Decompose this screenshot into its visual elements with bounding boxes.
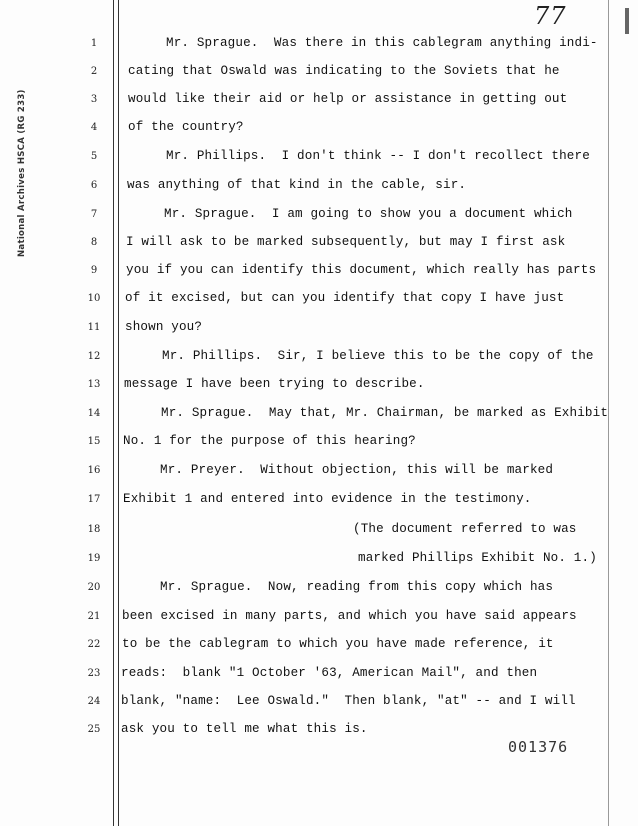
transcript-line: you if you can identify this document, which really has parts: [126, 263, 597, 277]
line-number: 25: [87, 724, 101, 735]
transcript-line: marked Phillips Exhibit No. 1.): [358, 551, 597, 565]
transcript-line: to be the cablegram to which you have made reference, it: [122, 637, 554, 651]
transcript-line: Exhibit 1 and entered into evidence in the testimony.: [123, 492, 532, 506]
line-number: 8: [90, 237, 98, 248]
line-number: 21: [87, 611, 101, 622]
transcript-line: Mr. Sprague. Now, reading from this copy which has: [160, 580, 554, 594]
line-number: 9: [90, 265, 98, 276]
transcript-line: shown you?: [125, 320, 203, 334]
line-number: 2: [90, 66, 98, 77]
transcript-line: Mr. Sprague. May that, Mr. Chairman, be marked as Exhibit: [161, 406, 609, 420]
line-number: 6: [90, 180, 98, 191]
line-number: 19: [87, 553, 101, 564]
line-number: 14: [87, 408, 101, 419]
transcript-line: Mr. Sprague. Was there in this cablegram anything indi-: [166, 36, 598, 50]
line-number: 23: [87, 668, 101, 679]
transcript-line: message I have been trying to describe.: [124, 377, 425, 391]
scan-edge-mark: [625, 8, 629, 34]
margin-rule-right: [608, 0, 609, 826]
transcript-line: Mr. Phillips. I don't think -- I don't recollect there: [166, 149, 590, 163]
transcript-line: (The document referred to was: [353, 522, 577, 536]
transcript-line: reads: blank "1 October '63, American Mail", and then: [121, 666, 538, 680]
line-number: 3: [90, 94, 98, 105]
transcript-line: was anything of that kind in the cable, sir.: [127, 178, 467, 192]
transcript-line: blank, "name: Lee Oswald." Then blank, "at" -- and I will: [121, 694, 576, 708]
line-number: 11: [87, 322, 101, 333]
line-number: 15: [87, 436, 101, 447]
transcript-line: No. 1 for the purpose of this hearing?: [123, 434, 416, 448]
bates-number: 001376: [508, 738, 569, 756]
margin-rule-left-inner: [118, 0, 119, 826]
line-number: 24: [87, 696, 101, 707]
transcript-line: cating that Oswald was indicating to the Soviets that he: [128, 64, 560, 78]
margin-rule-left-outer: [113, 0, 114, 826]
transcript-line: Mr. Phillips. Sir, I believe this to be the copy of the: [162, 349, 594, 363]
transcript-line: Mr. Sprague. I am going to show you a document which: [164, 207, 573, 221]
line-number: 13: [87, 379, 101, 390]
transcript-line: would like their aid or help or assistance in getting out: [128, 92, 568, 106]
line-number: 7: [90, 209, 98, 220]
archive-stamp: National Archives HSCA (RG 233): [17, 89, 27, 257]
line-number: 5: [90, 151, 98, 162]
transcript-line: been excised in many parts, and which you have said appears: [122, 609, 577, 623]
line-number: 18: [87, 524, 101, 535]
line-number: 20: [87, 582, 101, 593]
line-number: 22: [87, 639, 101, 650]
transcript-line: Mr. Preyer. Without objection, this will be marked: [160, 463, 554, 477]
line-number: 16: [87, 465, 101, 476]
transcript-line: of the country?: [128, 120, 244, 134]
line-number: 17: [87, 494, 101, 505]
line-number: 12: [87, 351, 101, 362]
page-number: 77: [534, 2, 567, 30]
transcript-line: I will ask to be marked subsequently, but may I first ask: [126, 235, 566, 249]
line-number: 10: [87, 293, 101, 304]
line-number: 1: [90, 38, 98, 49]
transcript-line: of it excised, but can you identify that copy I have just: [125, 291, 565, 305]
transcript-line: ask you to tell me what this is.: [121, 722, 368, 736]
line-number: 4: [90, 122, 98, 133]
